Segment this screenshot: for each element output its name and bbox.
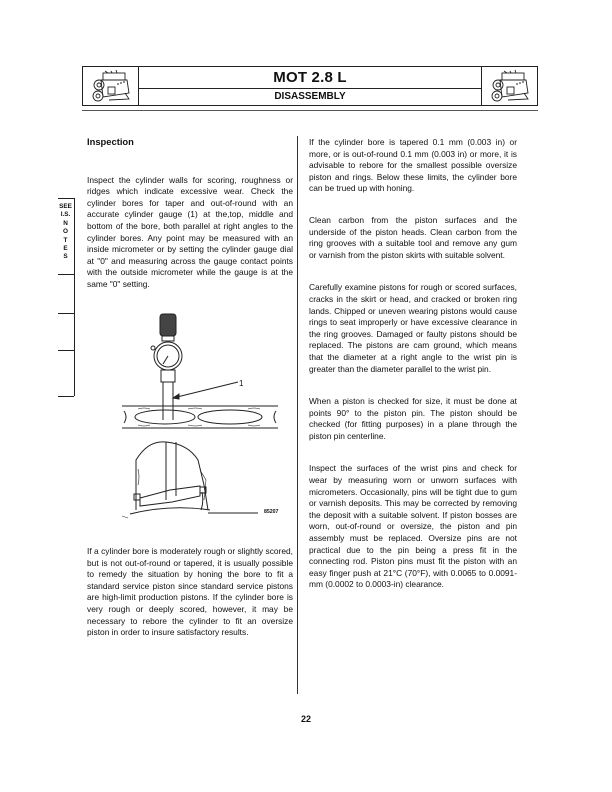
paragraph: When a piston is checked for size, it must be done at points 90° to the piston pin. The piston should be checked (for fitting purposes) in a plane through the piston pin centerline.	[309, 396, 517, 441]
margin-tick	[58, 198, 74, 199]
section-subtitle: DISASSEMBLY	[274, 91, 346, 103]
engine-illustration-right	[481, 67, 537, 105]
margin-tick	[58, 396, 74, 397]
engine-icon	[488, 69, 532, 103]
header-rule	[82, 110, 538, 111]
paragraph: Inspect the surfaces of the wrist pins and check for wear by measuring worn or unworn surfaces with micrometers. Occasionally, pins will be tight due to gum or varnish deposits. This may be corrected by removing the deposit with a suitable solvent. If piston bosses are worn, out-of-round or oversize, the piston and pin assembly must be replaced. Oversize pins are not practical due to the pin being a press fit in the connecting rod. Piston pins must fit the piston with an easy finger push at 21°C (70°F), with 0.0065 to 0.0091-mm (0.0002 to 0.0003-in) clearance.	[309, 463, 517, 590]
cylinder-gauge-figure	[118, 310, 298, 530]
column-divider	[297, 136, 298, 694]
callout-label: 1	[239, 379, 244, 388]
left-column-lower	[87, 546, 293, 658]
engine-illustration-left	[83, 67, 139, 105]
page-number: 22	[300, 714, 311, 724]
paragraph: If the cylinder bore is tapered 0.1 mm (0.003 in) or more, or is out-of-round 0.1 mm (0.003 in) or more, it is advisable to rebore for the smallest possible oversize piston and rings. Below these limits, the cylinder bore can be trued up with honing.	[309, 137, 517, 194]
margin-tick	[58, 274, 74, 275]
header-title-block	[139, 67, 481, 105]
cylinder-gauge-illustration	[118, 310, 298, 530]
document-title: MOT 2.8 L	[139, 67, 481, 89]
margin-tick	[58, 313, 74, 314]
right-column	[309, 137, 517, 610]
left-column	[87, 136, 293, 310]
engine-icon	[89, 69, 133, 103]
section-heading: Inspection	[87, 136, 134, 147]
paragraph: Clean carbon from the piston surfaces and the underside of the piston heads. Clean carbon from the ring grooves with a suitable tool and remove any gum or varnish from the piston skirts with suitable solvent.	[309, 214, 517, 260]
margin-tick	[58, 350, 74, 351]
paragraph: Inspect the cylinder walls for scoring, roughness or ridges which indicate excessive wear. Check the cylinder bores for taper and out-of-round with an accurate cylinder gauge (1) at the,top, middle and bottom of the bore, both parallel at right angles to the cylinder bores. Any point may be measured with an inside micrometer or by setting the cylinder gauge dial at "0" and measuring across the gauge contact points with the outside micrometer while the gauge is at the same "0" setting.	[87, 174, 293, 289]
figure-number: 85207	[264, 509, 279, 515]
see-is-notes-label: SEE I.S. N O T E S	[59, 203, 72, 261]
paragraph: If a cylinder bore is moderately rough or slightly scored, but is not out-of-round or tapered, it is usually possible to remedy the situation by honing the bore to fit a standard service piston since standard service pistons are high-limit production pistons. If the cylinder bore is very rough or deeply scored, however, it may be necessary to rebore the cylinder to fit an oversize piston in order to insure satisfactory results.	[87, 546, 293, 638]
paragraph: Carefully examine pistons for rough or scored surfaces, cracks in the skirt or head, and cracked or broken ring lands. Chipped or uneven wearing pistons would cause rings to seat improperly or have excessive clearance in the ring grooves. Damaged or faulty pistons should be replaced. The pistons are cam ground, which means that the diameter at a right angle to the wrist pin is greater than the diameter parallel to the wrist pin.	[309, 282, 517, 374]
page-header	[82, 66, 538, 106]
